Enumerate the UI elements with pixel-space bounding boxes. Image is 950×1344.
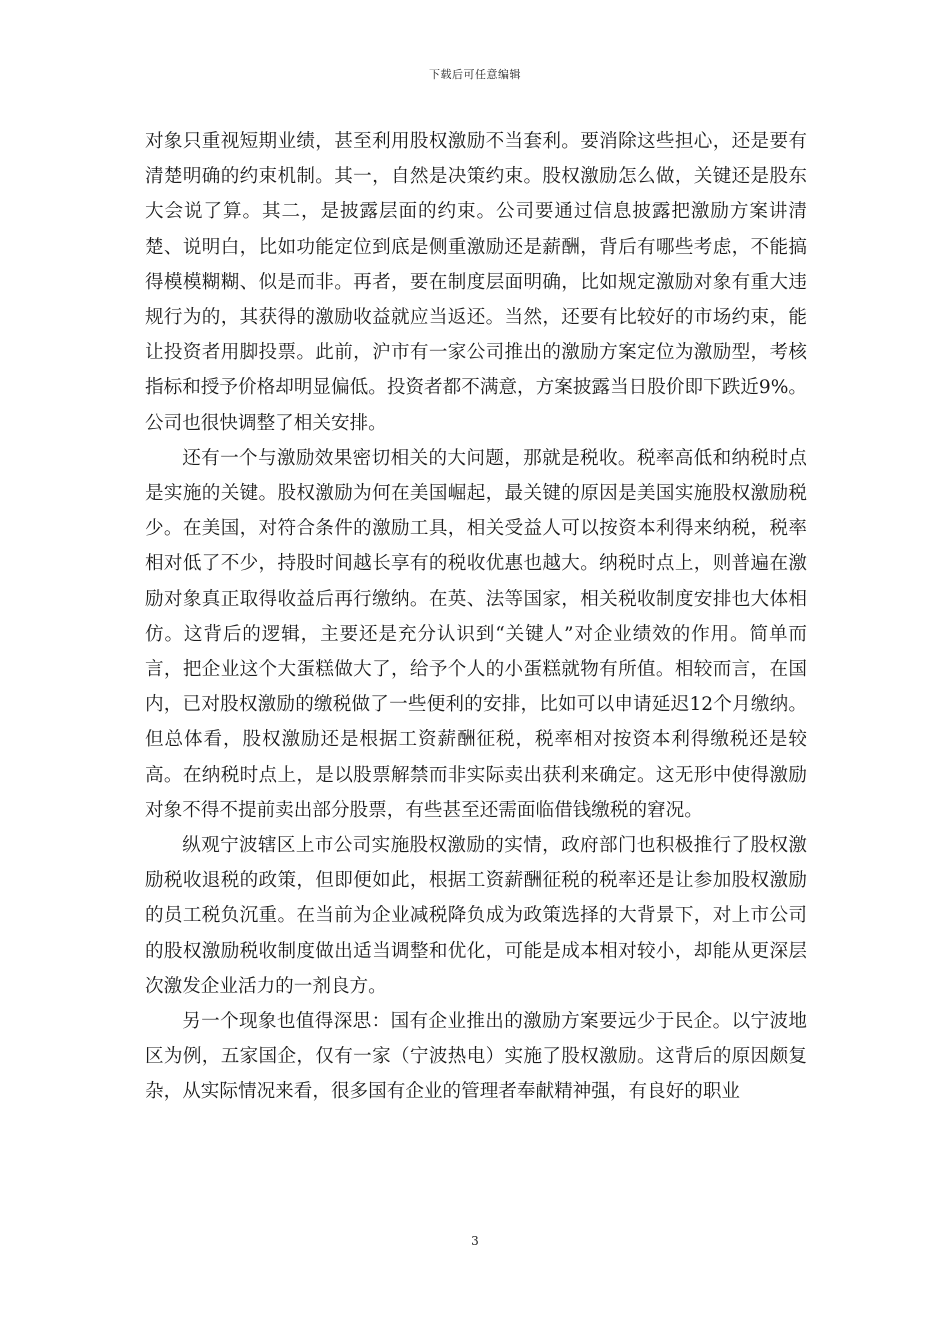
paragraph-1: 对象只重视短期业绩，甚至利用股权激励不当套利。要消除这些担心，还是要有清楚明确的约束机制。其一，自然是决策约束。股权激励怎么做，关键还是股东大会说了算。其二，是披露层面的约束。公司要通过信息披露把激励方案讲清楚、说明白，比如功能定位到底是侧重激励还是薪酬，背后有哪些考虑，不能搞得模模糊糊、似是而非。再者，要在制度层面明确，比如规定激励对象有重大违规行为的，其获得的激励收益就应当返还。当然，还要有比较好的市场约束，能让投资者用脚投票。此前，沪市有一家公司推出的激励方案定位为激励型，考核指标和授予价格却明显偏低。投资者都不满意，方案披露当日股价即下跌近9%。公司也很快调整了相关安排。 — [145, 131, 807, 434]
paragraph-3: 纵观宁波辖区上市公司实施股权激励的实情，政府部门也积极推行了股权激励税收退税的政策，但即便如此，根据工资薪酬征税的税率还是让参加股权激励的员工税负沉重。在当前为企业减税降负成为政策选择的大背景下，对上市公司的股权激励税收制度做出适当调整和优化，可能是成本相对较小，却能从更深层次激发企业活力的一剂良方。 — [145, 835, 807, 997]
page-number: 3 — [471, 1234, 479, 1248]
paragraph-2: 还有一个与激励效果密切相关的大问题，那就是税收。税率高低和纳税时点是实施的关键。股权激励为何在美国崛起，最关键的原因是美国实施股权激励税少。在美国，对符合条件的激励工具，相关受益人可以按资本利得来纳税，税率相对低了不少，持股时间越长享有的税收优惠也越大。纳税时点上，则普遍在激励对象真正取得收益后再行缴纳。在英、法等国家，相关税收制度安排也大体相仿。这背后的逻辑，主要还是充分认识到“关键人”对企业绩效的作用。简单而言，把企业这个大蛋糕做大了，给予个人的小蛋糕就物有所值。相较而言，在国内，已对股权激励的缴税做了一些便利的安排，比如可以申请延迟12个月缴纳。但总体看，股权激励还是根据工资薪酬征税，税率相对按资本利得缴税还是较高。在纳税时点上，是以股票解禁而非实际卖出获利来确定。这无形中使得激励对象不得不提前卖出部分股票，有些甚至还需面临借钱缴税的窘况。 — [145, 447, 807, 821]
document-body — [145, 124, 807, 1110]
page-header: 下载后可任意编辑 — [429, 68, 521, 81]
paragraph-4: 另一个现象也值得深思：国有企业推出的激励方案要远少于民企。以宁波地区为例，五家国企，仅有一家（宁波热电）实施了股权激励。这背后的原因颇复杂，从实际情况来看，很多国有企业的管理者奉献精神强，有良好的职业 — [145, 1011, 807, 1103]
